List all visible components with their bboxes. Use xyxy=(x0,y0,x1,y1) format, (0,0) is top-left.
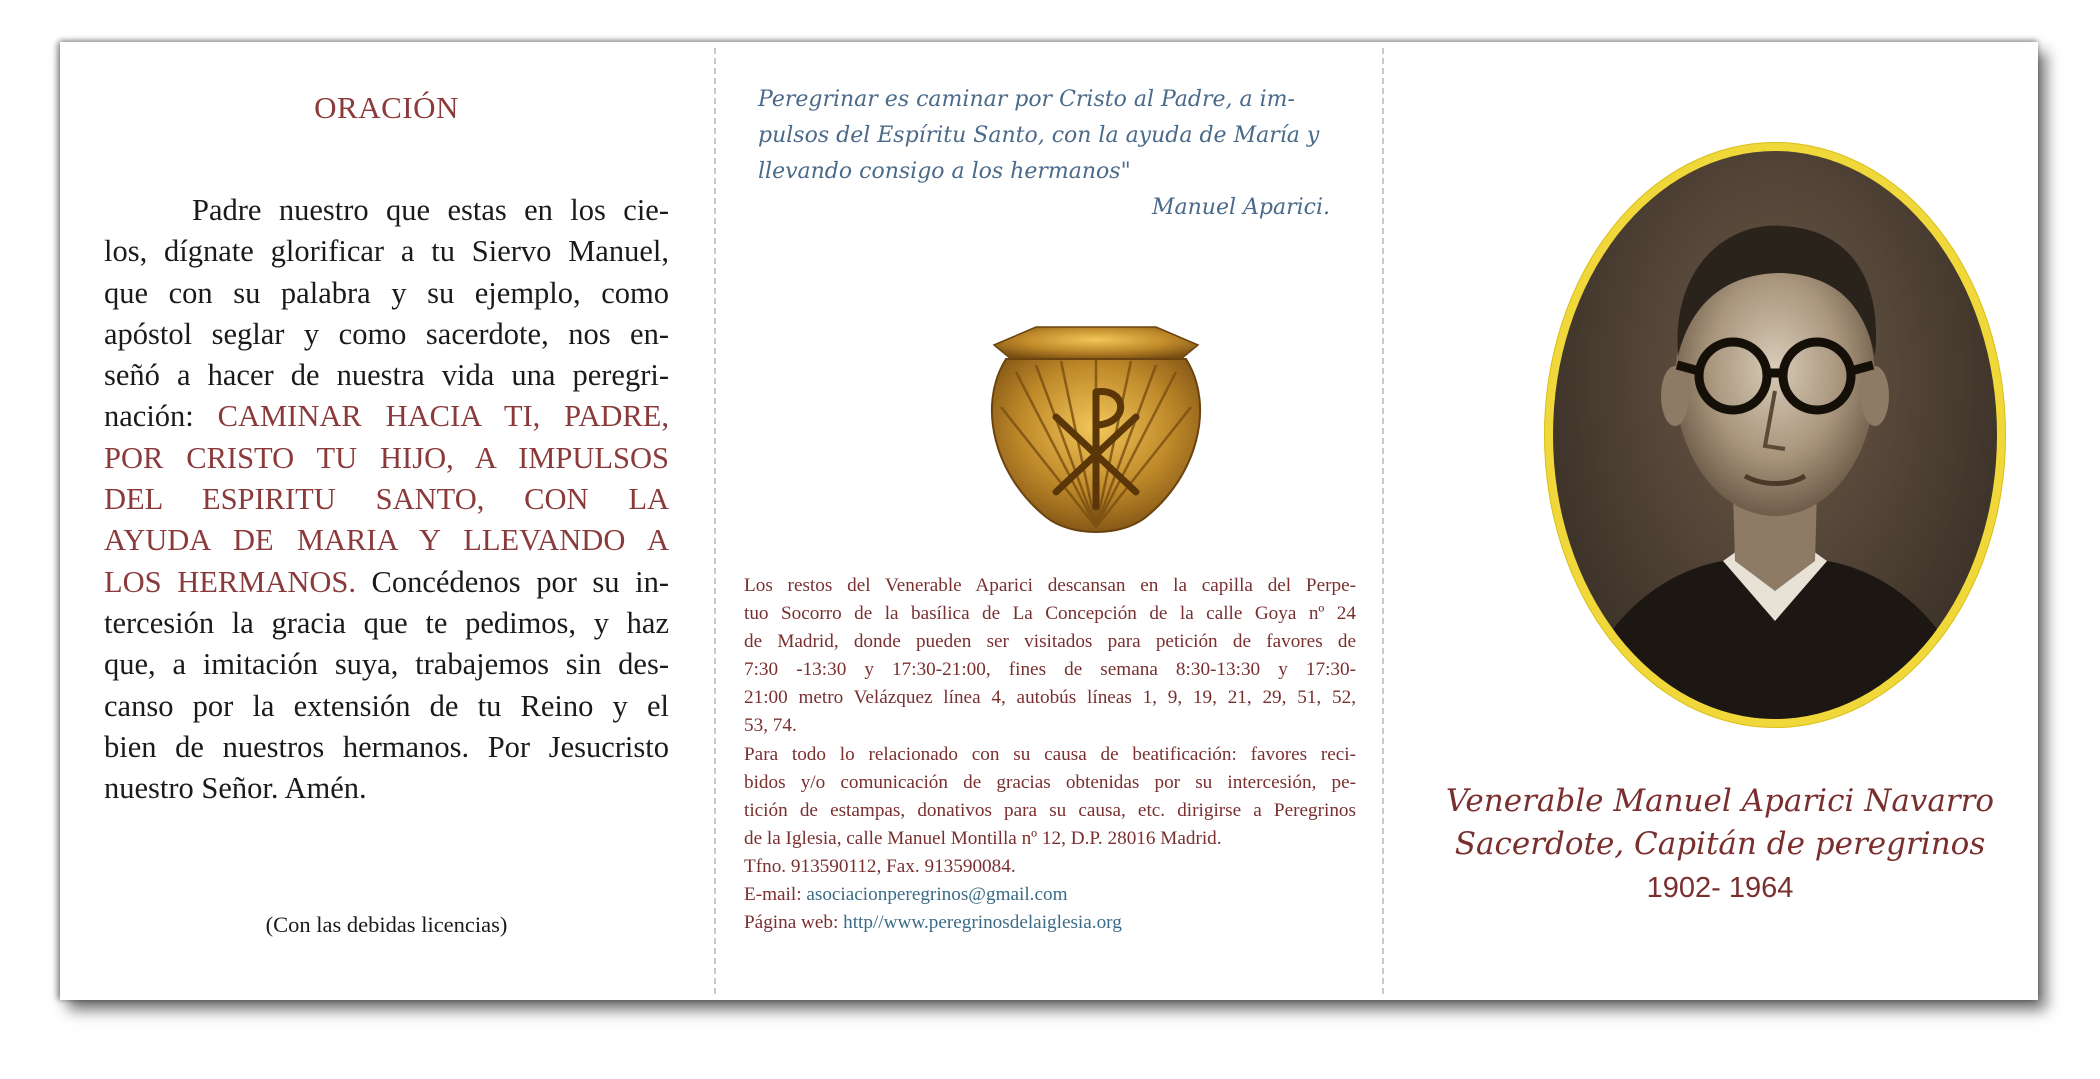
prayer-text xyxy=(104,190,669,809)
caption-years: 1902- 1964 xyxy=(1646,872,1794,904)
email-line xyxy=(744,881,1356,909)
scallop-shell-icon xyxy=(976,317,1216,542)
quote-block xyxy=(758,82,1338,226)
web-label: Página web: xyxy=(744,912,844,934)
prayer-text-part: que, a imitación suya, trabajemos sin des- xyxy=(104,647,669,682)
prayer-line xyxy=(104,562,669,603)
prayer-highlight: CAMINAR HACIA TI, PADRE, xyxy=(217,399,669,434)
prayer-text-part: Concédenos por su in- xyxy=(355,564,670,599)
web-link[interactable]: http//www.peregrinosdelaiglesia.org xyxy=(843,912,1122,934)
email-link[interactable]: asociacionperegrinos@gmail.com xyxy=(806,884,1068,906)
portrait-frame xyxy=(1544,142,2006,728)
prayer-line xyxy=(104,190,669,231)
prayer-line xyxy=(104,314,669,355)
licencias-note: (Con las debidas licencias) xyxy=(265,912,508,937)
prayer-line xyxy=(104,355,669,396)
fold-line-right xyxy=(1382,48,1384,994)
prayer-highlight: DEL ESPIRITU SANTO, CON LA xyxy=(104,482,669,517)
caption-name: Venerable Manuel Aparici Navarro xyxy=(1445,783,1995,819)
info-line: Tfno. 913590112, Fax. 913590084. xyxy=(744,855,1016,877)
info-line: de Madrid, donde pueden ser visitados para petición de favores de xyxy=(744,631,1356,653)
prayer-line xyxy=(104,520,669,561)
prayer-text-part: Padre nuestro que estas en los cie- xyxy=(192,193,669,227)
prayer-highlight: LOS HERMANOS. xyxy=(104,564,356,599)
prayer-highlight: POR CRISTO TU HIJO, A IMPULSOS xyxy=(104,440,669,475)
prayer-line xyxy=(104,768,669,809)
prayer-text-part: señó a hacer de nuestra vida una peregri- xyxy=(104,358,669,393)
prayer-line xyxy=(104,273,669,314)
quote-author: Manuel Aparici. xyxy=(1151,195,1330,220)
prayer-highlight: AYUDA DE MARIA Y LLEVANDO A xyxy=(104,523,669,558)
caption-role: Sacerdote, Capitán de peregrinos xyxy=(1454,826,1986,862)
right-panel xyxy=(1402,42,2038,1000)
prayer-text-part: apóstol seglar y como sacerdote, nos en- xyxy=(104,316,669,351)
prayer-line xyxy=(104,438,669,479)
prayer-text-part: nación: xyxy=(104,399,218,434)
prayer-line xyxy=(104,727,669,768)
left-panel xyxy=(104,42,669,1000)
prayer-line xyxy=(104,479,669,520)
info-line: 7:30 -13:30 y 17:30-21:00, fines de semana 8:30-13:30 y 17:30- xyxy=(744,659,1356,681)
prayer-title: ORACIÓN xyxy=(314,90,459,125)
quote-line: Peregrinar es caminar por Cristo al Padre, a im- xyxy=(758,87,1295,112)
fold-line-left xyxy=(714,48,716,994)
prayer-line xyxy=(104,686,669,727)
prayer-text-part: canso por la extensión de tu Reino y el xyxy=(104,688,669,723)
info-line: tuo Socorro de la basílica de La Concepción de la calle Goya nº 24 xyxy=(744,603,1356,625)
scallop-shell-emblem xyxy=(976,317,1216,542)
quote-line: llevando consigo a los hermanos" xyxy=(758,159,1131,184)
info-line: Para todo lo relacionado con su causa de beatificación: favores reci- xyxy=(744,743,1356,765)
email-label: E-mail: xyxy=(744,884,807,906)
prayer-line xyxy=(104,603,669,644)
prayer-line xyxy=(104,644,669,685)
prayer-line xyxy=(104,396,669,437)
info-block xyxy=(744,572,1356,937)
info-line: 21:00 metro Velázquez línea 4, autobús líneas 1, 9, 19, 21, 29, 51, 52, xyxy=(744,687,1356,709)
web-line xyxy=(744,909,1356,937)
info-line: de la Iglesia, calle Manuel Montilla nº 12, D.P. 28016 Madrid. xyxy=(744,827,1222,849)
info-line: tición de estampas, donativos para su causa, etc. dirigirse a Peregrinos xyxy=(744,799,1356,821)
prayer-text-part: los, dígnate glorificar a tu Siervo Manuel, xyxy=(104,234,669,269)
prayer-text-part: bien de nuestros hermanos. Por Jesucristo xyxy=(104,729,669,764)
portrait-photo xyxy=(1553,151,1997,719)
quote-line: pulsos del Espíritu Santo, con la ayuda de María y xyxy=(758,123,1320,148)
portrait-caption xyxy=(1402,780,2038,908)
prayer-text-part: tercesión la gracia que te pedimos, y haz xyxy=(104,605,669,640)
prayer-line xyxy=(104,231,669,272)
prayer-text-part: nuestro Señor. Amén. xyxy=(104,771,367,806)
info-line: bidos y/o comunicación de gracias obtenidas por su intercesión, pe- xyxy=(744,771,1356,793)
middle-panel xyxy=(736,42,1364,1000)
priest-portrait-icon xyxy=(1553,151,1997,719)
info-line: 53, 74. xyxy=(744,715,797,737)
prayer-card xyxy=(60,42,2038,1000)
info-line: Los restos del Venerable Aparici descansan en la capilla del Perpe- xyxy=(744,575,1356,596)
prayer-text-part: que con su palabra y su ejemplo, como xyxy=(104,275,669,310)
